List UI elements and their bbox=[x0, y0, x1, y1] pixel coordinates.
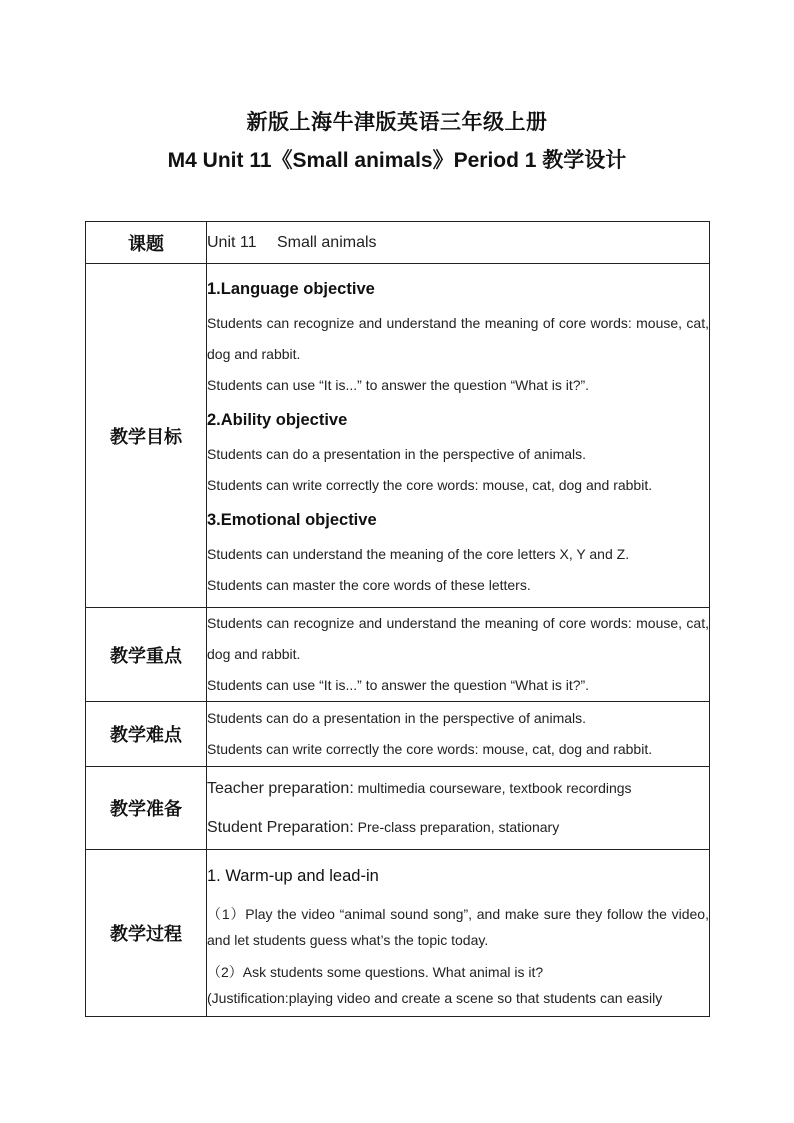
difficult-points-line-1: Students can do a presentation in the perspective of animals. bbox=[207, 710, 587, 726]
language-objective-line-2: Students can use “It is...” to answer the question “What is it?”. bbox=[207, 377, 590, 393]
preparation-row bbox=[86, 767, 710, 850]
key-points-line-2: Students can use “It is...” to answer the question “What is it?”. bbox=[207, 677, 590, 693]
topic-cell bbox=[207, 222, 710, 264]
difficult-points-row bbox=[86, 702, 710, 767]
process-step-2: （2）Ask students some questions. What animal is it? bbox=[207, 963, 544, 980]
difficult-points-cell bbox=[207, 702, 710, 767]
difficult-points-line-2: Students can write correctly the core words: mouse, cat, dog and rabbit. bbox=[207, 741, 653, 757]
key-points-line-1: Students can recognize and understand the meaning of core words: mouse, cat, dog and rabbit. bbox=[207, 615, 709, 662]
language-objective-heading: 1.Language objective bbox=[207, 280, 375, 298]
student-preparation-value: Pre-class preparation, stationary bbox=[357, 819, 560, 835]
key-points-label: 教学重点 bbox=[86, 608, 207, 702]
student-preparation-line bbox=[207, 808, 709, 847]
objectives-cell bbox=[207, 264, 710, 608]
process-step-1: （1）Play the video “animal sound song”, and make sure they follow the video, and let students guess what’s the topic today. bbox=[207, 905, 709, 948]
key-points-cell bbox=[207, 608, 710, 702]
process-label: 教学过程 bbox=[86, 850, 207, 1017]
difficult-points-label: 教学难点 bbox=[86, 702, 207, 767]
process-row bbox=[86, 850, 710, 1017]
topic-label: 课题 bbox=[86, 222, 207, 264]
objectives-row bbox=[86, 264, 710, 608]
teacher-preparation-line bbox=[207, 769, 709, 808]
document-title: 新版上海牛津版英语三年级上册 bbox=[246, 111, 548, 134]
topic-value: Unit 11 Small animals bbox=[207, 234, 377, 251]
warm-up-heading: 1. Warm-up and lead-in bbox=[207, 866, 379, 885]
ability-objective-line-2: Students can write correctly the core words: mouse, cat, dog and rabbit. bbox=[207, 477, 653, 493]
emotional-objective-line-2: Students can master the core words of these letters. bbox=[207, 577, 531, 593]
emotional-objective-heading: 3.Emotional objective bbox=[207, 511, 377, 529]
key-points-row bbox=[86, 608, 710, 702]
preparation-label: 教学准备 bbox=[86, 767, 207, 850]
process-justification: (Justification:playing video and create a scene so that students can easily bbox=[207, 989, 663, 1006]
lesson-plan-table bbox=[85, 221, 710, 1017]
language-objective-line-1: Students can recognize and understand the meaning of core words: mouse, cat, dog and rabbit. bbox=[207, 315, 709, 362]
ability-objective-heading: 2.Ability objective bbox=[207, 411, 348, 429]
topic-row bbox=[86, 222, 710, 264]
teacher-preparation-label: Teacher preparation: bbox=[207, 780, 354, 797]
objectives-label: 教学目标 bbox=[86, 264, 207, 608]
preparation-cell bbox=[207, 767, 710, 850]
process-cell bbox=[207, 850, 710, 1017]
student-preparation-label: Student Preparation: bbox=[207, 819, 354, 836]
emotional-objective-line-1: Students can understand the meaning of the core letters X, Y and Z. bbox=[207, 546, 630, 562]
document-subtitle: M4 Unit 11《Small animals》Period 1 教学设计 bbox=[167, 149, 627, 172]
teacher-preparation-value: multimedia courseware, textbook recordings bbox=[357, 780, 632, 796]
ability-objective-line-1: Students can do a presentation in the perspective of animals. bbox=[207, 446, 587, 462]
